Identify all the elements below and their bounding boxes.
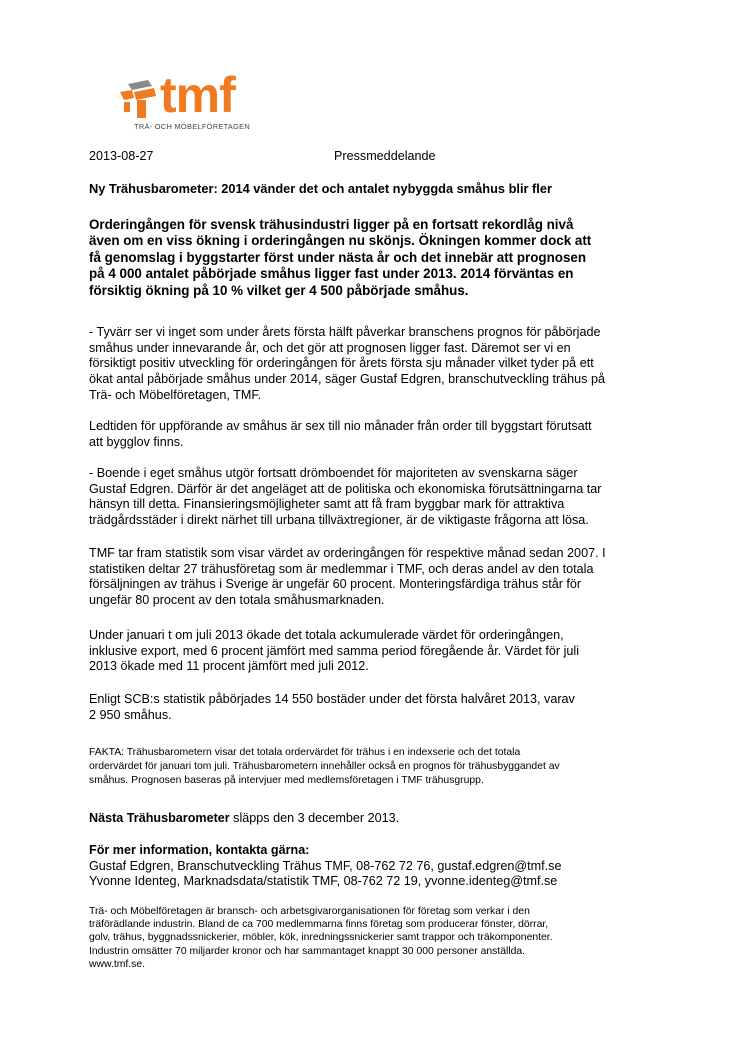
body-paragraph: - Boende i eget småhus utgör fortsatt drömboendet för majoriteten av svenskarna säger Gustaf Edgren. Därför är det angeläget att de politiska och ekonomiska förutsättningarna tar hänsyn till detta. Finansieringsmöjligheter samt att få fram byggbar mark för attraktiva trädgårdsstäder i direkt närhet till urbana tillväxtregioner, är de viktigaste frågorna att lösa. xyxy=(89,466,602,528)
about-organisation: Trä- och Möbelföretagen är bransch- och arbetsgivarorganisationen för företag som verkar i den träförädlande industrin. Bland de ca 700 medlemmarna finns företag som producerar fönster, dörrar, golv, trähus, byggnadssnickerier, möbler, kök, inredningssnickerier samt trappor och träkomponenter. Industrin omsätter 70 miljarder kronor och har sammantaget knappt 30 000 personer anställda. www.tmf.se. xyxy=(89,906,553,970)
body-paragraph: Ledtiden för uppförande av småhus är sex till nio månader från order till byggstart förutsatt att bygglov finns. xyxy=(89,419,592,449)
press-date: 2013-08-27 xyxy=(89,149,154,163)
body-paragraph: TMF tar fram statistik som visar värdet av orderingången för respektive månad sedan 2007. I statistiken deltar 27 trähusföretag som är medlemmar i TMF, och deras andel av den totala försäljningen av trähus i Sverige är ungefär 60 procent. Monteringsfärdiga trähus står för ungefär 80 procent av den totala småhusmarknaden. xyxy=(89,546,606,608)
next-barometer: Nästa Trähusbarometer släpps den 3 december 2013. xyxy=(89,811,400,825)
fakta-box: FAKTA: Trähusbarometern visar det totala ordervärdet för trähus i en indexserie och det totala ordervärdet för januari tom juli. Trähusbarometern innehåller också en prognos för trähusbyggandet av småhus. Prognosen baseras på intervjuer med medlemsföretagen i TMF trähusgrupp. xyxy=(89,747,560,786)
contact-person: Yvonne Identeg, Marknadsdata/statistik TMF, 08-762 72 19, yvonne.identeg@tmf.se xyxy=(89,874,558,889)
contact-info xyxy=(89,843,649,890)
body-paragraph: - Tyvärr ser vi inget som under årets första hälft påverkar branschens prognos för påbörjade småhus under innevarande år, och det gör att prognosen ligger fast. Däremot ser vi en försiktigt positiv utveckling för orderingången för årets första sju månader vilket tyder på ett ökat antal påbörjade småhus under 2014, säger Gustaf Edgren, branschutveckling trähus på Trä- och Möbelföretagen, TMF. xyxy=(89,325,605,402)
contact-person: Gustaf Edgren, Branschutveckling Trähus TMF, 08-762 72 76, gustaf.edgren@tmf.se xyxy=(89,858,562,873)
press-type: Pressmeddelande xyxy=(334,149,436,163)
contact-heading: För mer information, kontakta gärna: xyxy=(89,843,310,857)
logo-tagline: TRÄ- OCH MÖBELFÖRETAGEN xyxy=(134,122,250,131)
logo-wordmark: tmf xyxy=(160,67,235,123)
tmf-logo xyxy=(118,67,268,138)
body-paragraph: Under januari t om juli 2013 ökade det totala ackumulerade värdet för orderingången, inklusive export, med 6 procent jämfört med samma period föregående år. Värdet för juli 2013 ökade med 11 procent jämfört med juli 2012. xyxy=(89,628,579,674)
headline: Ny Trähusbarometer: 2014 vänder det och antalet nybyggda småhus blir fler xyxy=(89,181,552,196)
lead-paragraph: Orderingången för svensk trähusindustri ligger på en fortsatt rekordlåg nivå även om en viss ökning i orderingången nu skönjs. Ökningen kommer dock att få genomslag i byggstarter först under nästa år och det innebär att prognosen på 4 000 antalet påbörjade småhus ligger fast under 2013. 2014 förväntas en försiktig ökning på 10 % vilket ger 4 500 påbörjade småhus. xyxy=(89,217,592,298)
body-paragraph: Enligt SCB:s statistik påbörjades 14 550 bostäder under det första halvåret 2013, varav 2 950 småhus. xyxy=(89,692,575,722)
tmf-logo-icon xyxy=(118,78,162,128)
